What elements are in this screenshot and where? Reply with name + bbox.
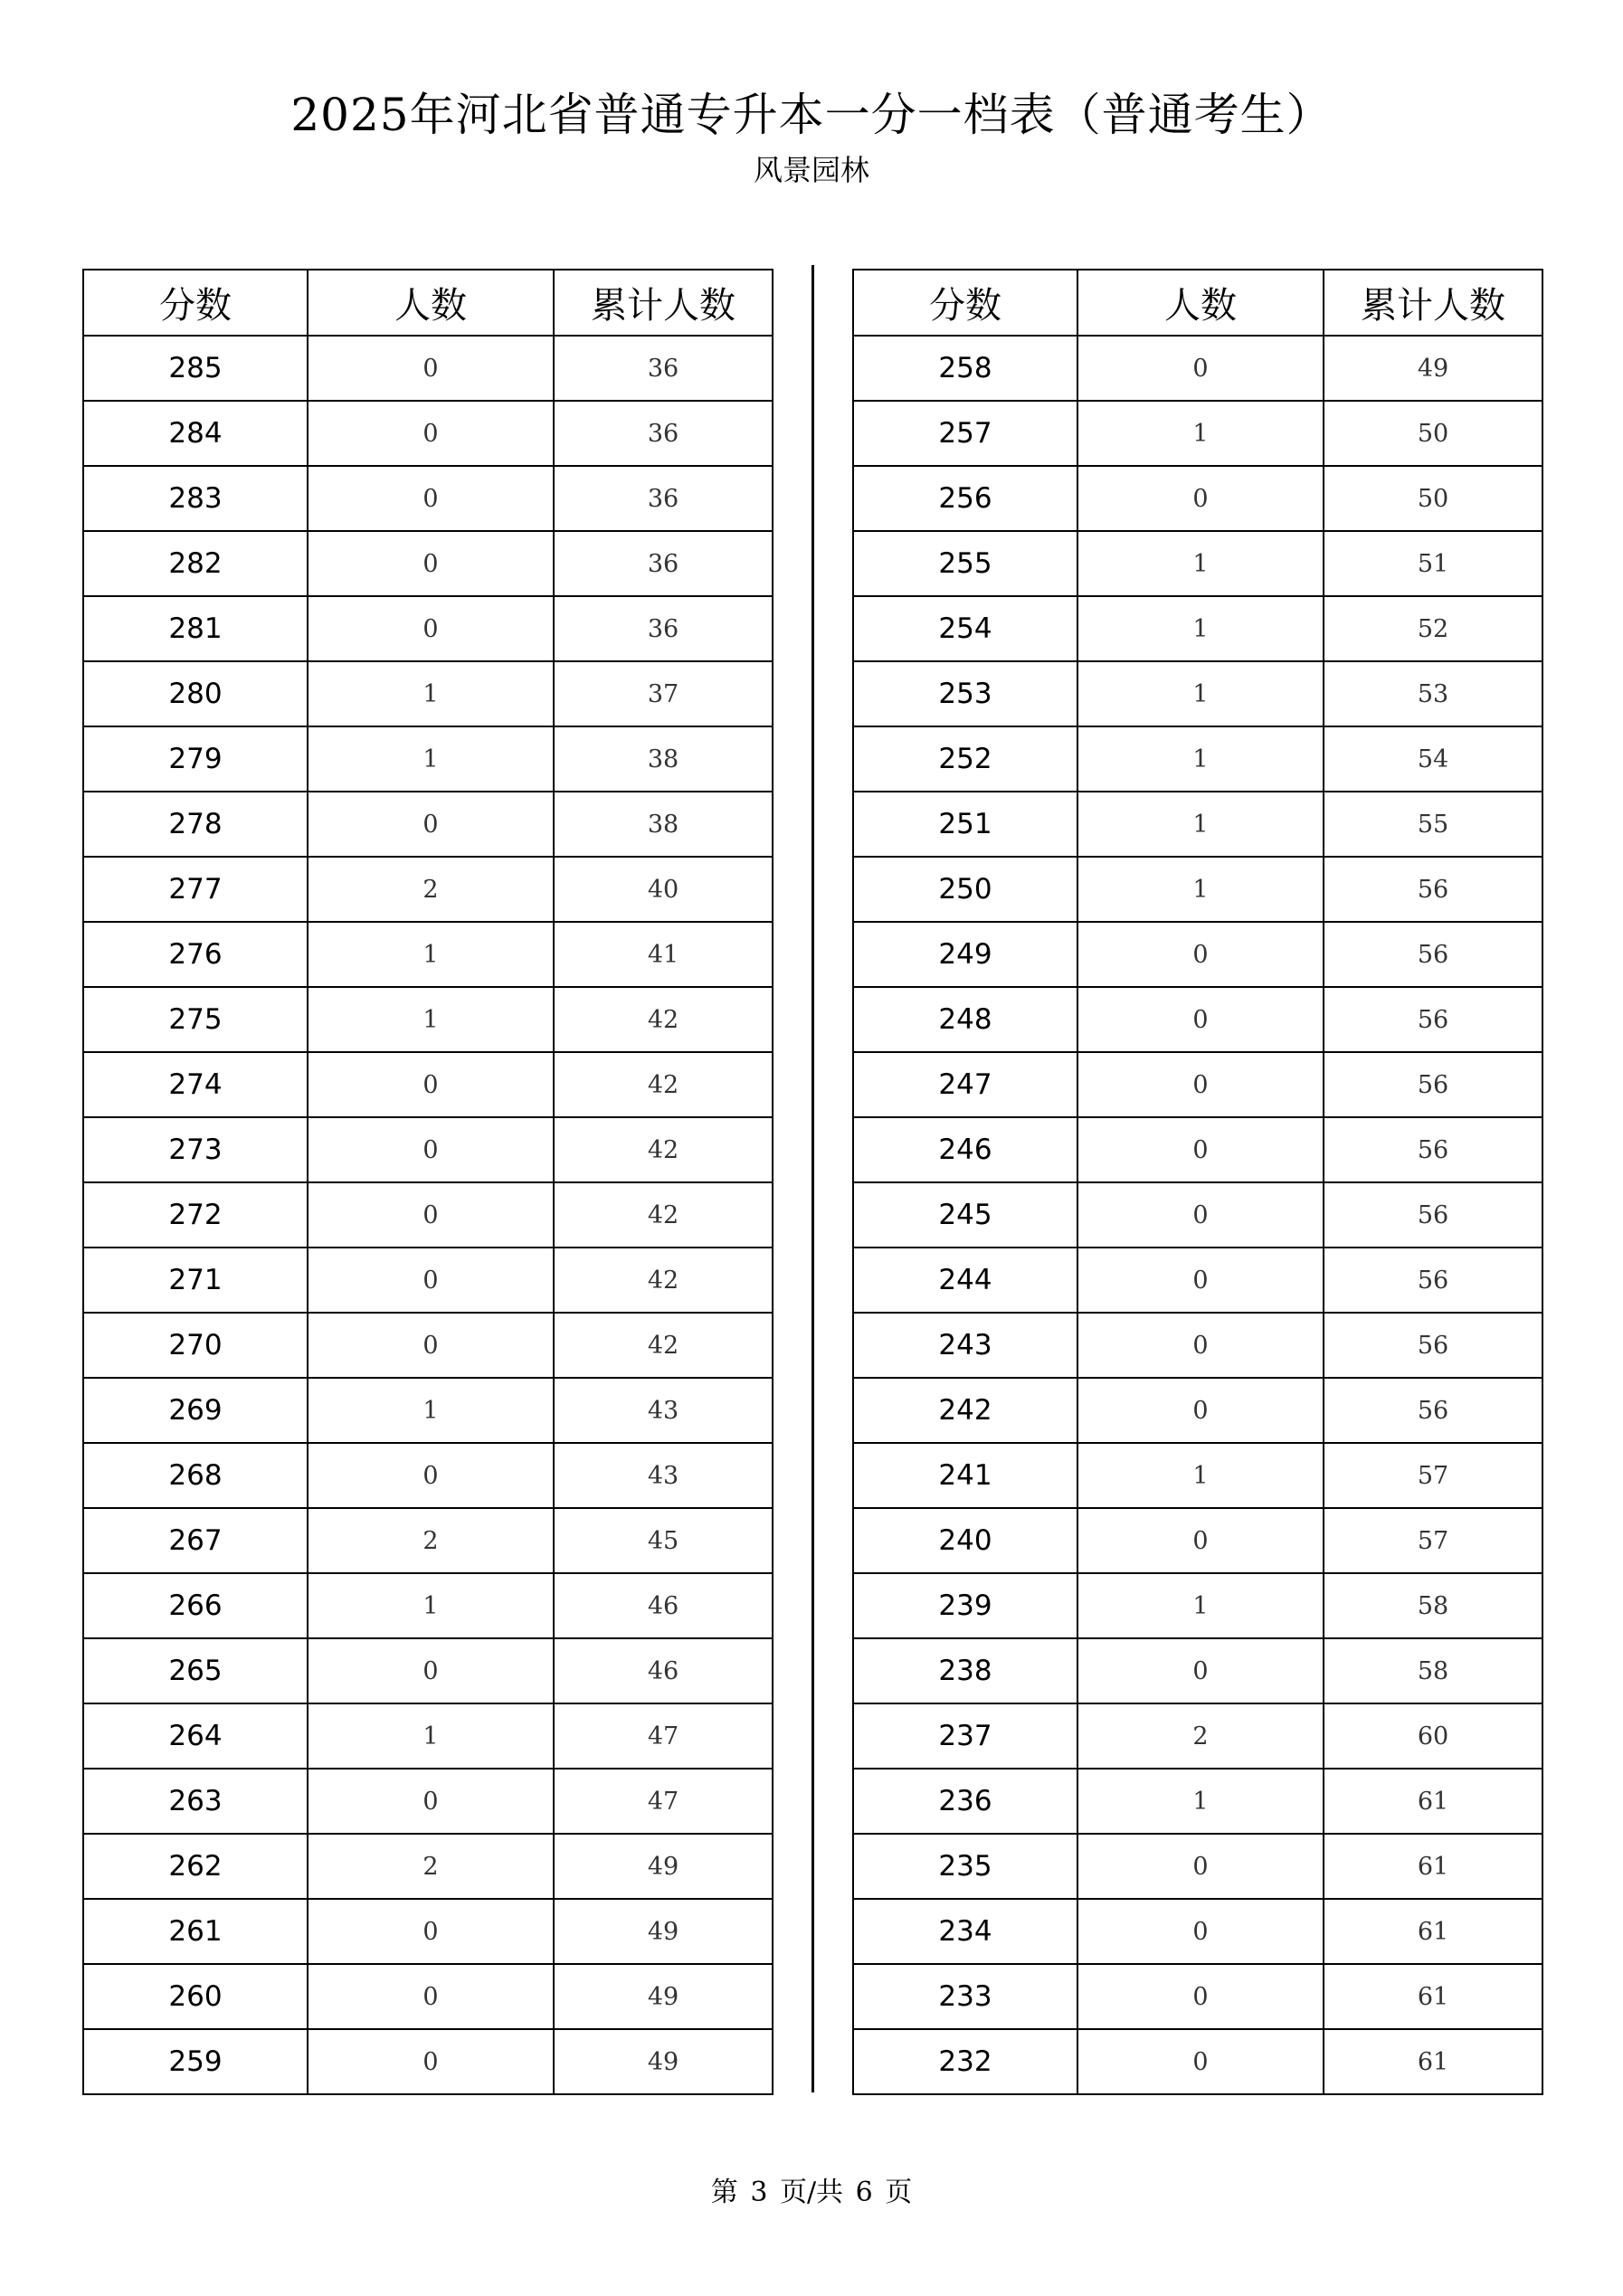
score-cell: 271 <box>83 1248 308 1313</box>
count-cell: 0 <box>308 466 554 531</box>
table-row <box>853 1964 1542 2029</box>
table-row <box>853 1052 1542 1117</box>
cumulative-cell: 46 <box>554 1638 773 1703</box>
score-cell: 267 <box>83 1508 308 1573</box>
cumulative-cell: 42 <box>554 1313 773 1378</box>
score-cell: 270 <box>83 1313 308 1378</box>
count-cell: 0 <box>308 1769 554 1834</box>
count-cell: 0 <box>1077 466 1324 531</box>
count-cell: 0 <box>1077 1508 1324 1573</box>
table-row <box>83 1378 773 1443</box>
count-cell: 1 <box>1077 1769 1324 1834</box>
count-cell: 1 <box>1077 596 1324 661</box>
cumulative-cell: 56 <box>1324 922 1542 987</box>
cumulative-cell: 58 <box>1324 1638 1542 1703</box>
cumulative-cell: 49 <box>554 2029 773 2094</box>
cumulative-cell: 56 <box>1324 1182 1542 1248</box>
cumulative-cell: 49 <box>554 1899 773 1964</box>
cumulative-cell: 45 <box>554 1508 773 1573</box>
table-row <box>83 1182 773 1248</box>
cumulative-cell: 42 <box>554 987 773 1052</box>
table-row <box>83 1052 773 1117</box>
cumulative-cell: 42 <box>554 1248 773 1313</box>
table-row <box>853 1703 1542 1769</box>
cumulative-cell: 60 <box>1324 1703 1542 1769</box>
cumulative-cell: 56 <box>1324 857 1542 922</box>
header-score: 分数 <box>853 270 1077 336</box>
count-cell: 2 <box>1077 1703 1324 1769</box>
count-cell: 1 <box>1077 661 1324 726</box>
count-cell: 2 <box>308 857 554 922</box>
score-cell: 273 <box>83 1117 308 1182</box>
score-cell: 276 <box>83 922 308 987</box>
table-row <box>853 531 1542 596</box>
count-cell: 1 <box>308 1573 554 1638</box>
cumulative-cell: 47 <box>554 1769 773 1834</box>
count-cell: 1 <box>1077 531 1324 596</box>
count-cell: 0 <box>308 336 554 401</box>
cumulative-cell: 54 <box>1324 726 1542 792</box>
count-cell: 0 <box>1077 336 1324 401</box>
table-row <box>853 1117 1542 1182</box>
table-row <box>853 2029 1542 2094</box>
cumulative-cell: 55 <box>1324 792 1542 857</box>
cumulative-cell: 36 <box>554 466 773 531</box>
count-cell: 0 <box>308 792 554 857</box>
cumulative-cell: 61 <box>1324 1769 1542 1834</box>
count-cell: 1 <box>1077 1443 1324 1508</box>
table-row <box>83 1248 773 1313</box>
score-cell: 265 <box>83 1638 308 1703</box>
count-cell: 0 <box>308 1964 554 2029</box>
table-row <box>853 987 1542 1052</box>
table-row <box>853 1443 1542 1508</box>
count-cell: 0 <box>308 1117 554 1182</box>
table-row <box>83 987 773 1052</box>
table-row <box>853 1834 1542 1899</box>
cumulative-cell: 56 <box>1324 1052 1542 1117</box>
cumulative-cell: 42 <box>554 1117 773 1182</box>
table-row <box>853 1573 1542 1638</box>
score-cell: 281 <box>83 596 308 661</box>
score-cell: 280 <box>83 661 308 726</box>
page-subtitle: 风景园林 <box>753 153 869 187</box>
score-cell: 277 <box>83 857 308 922</box>
score-cell: 263 <box>83 1769 308 1834</box>
cumulative-cell: 42 <box>554 1052 773 1117</box>
table-row <box>83 1703 773 1769</box>
cumulative-cell: 50 <box>1324 401 1542 466</box>
score-table-right <box>852 269 1543 2095</box>
cumulative-cell: 56 <box>1324 1378 1542 1443</box>
table-row <box>83 661 773 726</box>
score-cell: 257 <box>853 401 1077 466</box>
count-cell: 0 <box>1077 1313 1324 1378</box>
count-cell: 0 <box>1077 1899 1324 1964</box>
table-row <box>83 1508 773 1573</box>
score-cell: 266 <box>83 1573 308 1638</box>
cumulative-cell: 56 <box>1324 1117 1542 1182</box>
count-cell: 0 <box>1077 1638 1324 1703</box>
score-cell: 234 <box>853 1899 1077 1964</box>
table-row <box>83 922 773 987</box>
score-cell: 251 <box>853 792 1077 857</box>
cumulative-cell: 52 <box>1324 596 1542 661</box>
count-cell: 0 <box>308 2029 554 2094</box>
score-cell: 258 <box>853 336 1077 401</box>
count-cell: 0 <box>1077 1834 1324 1899</box>
score-cell: 235 <box>853 1834 1077 1899</box>
count-cell: 0 <box>308 596 554 661</box>
cumulative-cell: 38 <box>554 726 773 792</box>
score-cell: 285 <box>83 336 308 401</box>
score-cell: 283 <box>83 466 308 531</box>
table-row <box>83 1899 773 1964</box>
cumulative-cell: 49 <box>1324 336 1542 401</box>
count-cell: 1 <box>308 661 554 726</box>
table-row <box>83 857 773 922</box>
cumulative-cell: 43 <box>554 1378 773 1443</box>
count-cell: 2 <box>308 1508 554 1573</box>
header-count: 人数 <box>1077 270 1324 336</box>
cumulative-cell: 57 <box>1324 1443 1542 1508</box>
score-cell: 252 <box>853 726 1077 792</box>
cumulative-cell: 61 <box>1324 1964 1542 2029</box>
score-cell: 250 <box>853 857 1077 922</box>
table-row <box>853 466 1542 531</box>
header-count: 人数 <box>308 270 554 336</box>
table-row <box>853 1638 1542 1703</box>
table-row <box>83 1313 773 1378</box>
score-cell: 232 <box>853 2029 1077 2094</box>
score-cell: 256 <box>853 466 1077 531</box>
score-cell: 239 <box>853 1573 1077 1638</box>
count-cell: 1 <box>1077 857 1324 922</box>
table-row <box>853 726 1542 792</box>
count-cell: 0 <box>308 1899 554 1964</box>
table-row <box>83 401 773 466</box>
score-cell: 240 <box>853 1508 1077 1573</box>
table-row <box>83 1117 773 1182</box>
count-cell: 0 <box>1077 922 1324 987</box>
score-cell: 245 <box>853 1182 1077 1248</box>
score-cell: 284 <box>83 401 308 466</box>
cumulative-cell: 53 <box>1324 661 1542 726</box>
cumulative-cell: 36 <box>554 531 773 596</box>
score-cell: 254 <box>853 596 1077 661</box>
count-cell: 0 <box>1077 1378 1324 1443</box>
score-cell: 237 <box>853 1703 1077 1769</box>
cumulative-cell: 61 <box>1324 1899 1542 1964</box>
score-cell: 259 <box>83 2029 308 2094</box>
count-cell: 0 <box>308 401 554 466</box>
cumulative-cell: 40 <box>554 857 773 922</box>
score-cell: 262 <box>83 1834 308 1899</box>
score-cell: 246 <box>853 1117 1077 1182</box>
count-cell: 1 <box>1077 401 1324 466</box>
count-cell: 0 <box>1077 1117 1324 1182</box>
cumulative-cell: 56 <box>1324 1248 1542 1313</box>
table-row <box>853 336 1542 401</box>
count-cell: 0 <box>308 1313 554 1378</box>
table-header-row <box>83 270 773 336</box>
table-row <box>853 1182 1542 1248</box>
table-row <box>853 922 1542 987</box>
cumulative-cell: 51 <box>1324 531 1542 596</box>
score-cell: 260 <box>83 1964 308 2029</box>
count-cell: 1 <box>308 1703 554 1769</box>
table-row <box>853 661 1542 726</box>
cumulative-cell: 49 <box>554 1834 773 1899</box>
cumulative-cell: 36 <box>554 336 773 401</box>
score-cell: 247 <box>853 1052 1077 1117</box>
cumulative-cell: 47 <box>554 1703 773 1769</box>
table-header-row <box>853 270 1542 336</box>
score-cell: 244 <box>853 1248 1077 1313</box>
count-cell: 1 <box>1077 1573 1324 1638</box>
count-cell: 0 <box>308 531 554 596</box>
table-row <box>83 1443 773 1508</box>
cumulative-cell: 57 <box>1324 1508 1542 1573</box>
score-cell: 269 <box>83 1378 308 1443</box>
table-row <box>853 1769 1542 1834</box>
score-cell: 274 <box>83 1052 308 1117</box>
column-divider <box>812 265 814 2092</box>
table-row <box>83 1573 773 1638</box>
cumulative-cell: 50 <box>1324 466 1542 531</box>
count-cell: 1 <box>308 1378 554 1443</box>
cumulative-cell: 42 <box>554 1182 773 1248</box>
cumulative-cell: 46 <box>554 1573 773 1638</box>
count-cell: 0 <box>1077 987 1324 1052</box>
score-cell: 279 <box>83 726 308 792</box>
score-cell: 233 <box>853 1964 1077 2029</box>
cumulative-cell: 49 <box>554 1964 773 2029</box>
header-cumulative: 累计人数 <box>1324 270 1542 336</box>
score-cell: 255 <box>853 531 1077 596</box>
table-row <box>83 531 773 596</box>
table-row <box>83 1769 773 1834</box>
score-cell: 249 <box>853 922 1077 987</box>
table-row <box>853 1313 1542 1378</box>
count-cell: 1 <box>308 726 554 792</box>
table-row <box>853 857 1542 922</box>
count-cell: 1 <box>308 922 554 987</box>
count-cell: 2 <box>308 1834 554 1899</box>
score-cell: 282 <box>83 531 308 596</box>
table-row <box>83 1834 773 1899</box>
score-cell: 236 <box>853 1769 1077 1834</box>
table-row <box>83 1638 773 1703</box>
cumulative-cell: 37 <box>554 661 773 726</box>
score-cell: 268 <box>83 1443 308 1508</box>
score-cell: 241 <box>853 1443 1077 1508</box>
table-row <box>853 1899 1542 1964</box>
score-cell: 248 <box>853 987 1077 1052</box>
table-row <box>83 726 773 792</box>
score-cell: 243 <box>853 1313 1077 1378</box>
cumulative-cell: 58 <box>1324 1573 1542 1638</box>
count-cell: 0 <box>1077 1052 1324 1117</box>
table-row <box>853 1378 1542 1443</box>
cumulative-cell: 38 <box>554 792 773 857</box>
score-cell: 238 <box>853 1638 1077 1703</box>
header-cumulative: 累计人数 <box>554 270 773 336</box>
count-cell: 1 <box>1077 792 1324 857</box>
count-cell: 0 <box>308 1638 554 1703</box>
table-row <box>83 596 773 661</box>
score-cell: 261 <box>83 1899 308 1964</box>
table-row <box>83 1964 773 2029</box>
page-footer: 第 3 页/共 6 页 <box>710 2177 913 2208</box>
count-cell: 1 <box>308 987 554 1052</box>
cumulative-cell: 56 <box>1324 1313 1542 1378</box>
cumulative-cell: 61 <box>1324 1834 1542 1899</box>
page-title: 2025年河北省普通专升本一分一档表（普通考生） <box>290 89 1333 141</box>
table-row <box>853 596 1542 661</box>
count-cell: 0 <box>1077 1248 1324 1313</box>
table-row <box>83 336 773 401</box>
count-cell: 1 <box>1077 726 1324 792</box>
cumulative-cell: 41 <box>554 922 773 987</box>
cumulative-cell: 61 <box>1324 2029 1542 2094</box>
count-cell: 0 <box>1077 1182 1324 1248</box>
score-cell: 275 <box>83 987 308 1052</box>
score-table-left <box>82 269 774 2095</box>
table-row <box>83 466 773 531</box>
score-cell: 264 <box>83 1703 308 1769</box>
header-score: 分数 <box>83 270 308 336</box>
count-cell: 0 <box>308 1182 554 1248</box>
cumulative-cell: 36 <box>554 596 773 661</box>
table-row <box>853 1248 1542 1313</box>
count-cell: 0 <box>1077 2029 1324 2094</box>
count-cell: 0 <box>308 1443 554 1508</box>
score-cell: 278 <box>83 792 308 857</box>
table-row <box>853 1508 1542 1573</box>
table-row <box>853 401 1542 466</box>
cumulative-cell: 36 <box>554 401 773 466</box>
score-cell: 272 <box>83 1182 308 1248</box>
count-cell: 0 <box>1077 1964 1324 2029</box>
count-cell: 0 <box>308 1052 554 1117</box>
score-cell: 253 <box>853 661 1077 726</box>
table-row <box>83 2029 773 2094</box>
table-row <box>83 792 773 857</box>
table-row <box>853 792 1542 857</box>
cumulative-cell: 43 <box>554 1443 773 1508</box>
cumulative-cell: 56 <box>1324 987 1542 1052</box>
count-cell: 0 <box>308 1248 554 1313</box>
score-cell: 242 <box>853 1378 1077 1443</box>
